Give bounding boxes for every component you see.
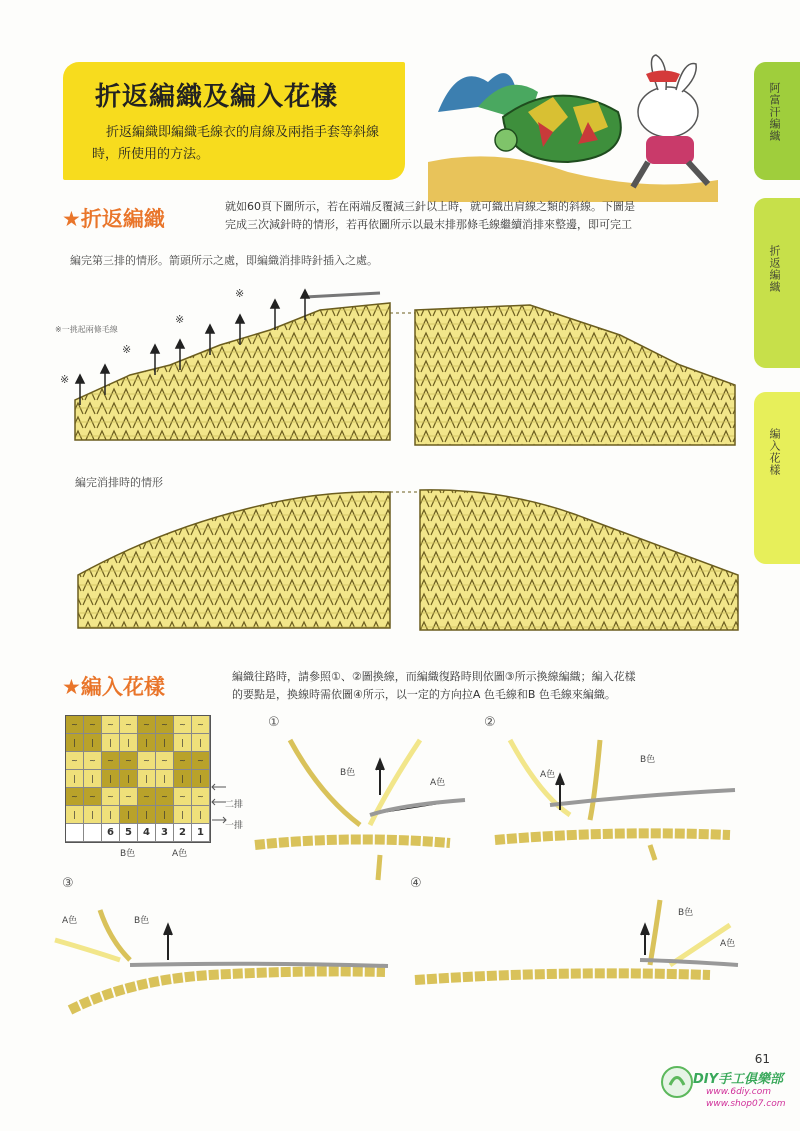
chart-b-color-label: B色 [120,849,136,859]
header-description: 折返編織即編織毛線衣的肩線及兩指手套等斜線時，所使用的方法。 [92,125,380,162]
chart-arrows [210,782,228,827]
tab-short-row-label: 折返編織 [768,245,781,293]
chart-col-5: 5 [120,824,138,842]
page-title: 折返編織及編入花樣 [95,82,339,112]
section-heading-short-row: ★折返編織 [62,207,165,231]
figure-3-diagram [50,900,390,1020]
logo-url-1: www.6diy.com [706,1087,772,1097]
caption-third-row: 編完第三排的情形。箭頭所示之處，即編織消排時針插入之處。 [70,254,378,267]
section2-text-line1: 編織往路時，請參照①、②圖換線，而編織復路時則依圖③所示換線編織；編入花樣 [232,670,636,683]
tab-afghan-label: 阿富汗編織 [768,82,781,142]
chart-col-2: 2 [174,824,192,842]
figure-4-diagram [410,895,740,1015]
tab-intarsia-label: 編入花樣 [768,428,781,476]
logo-text: DIY手工俱樂部 [693,1072,784,1087]
chart-col-3: 3 [156,824,174,842]
figure-3-label-a: A色 [62,916,78,926]
chart-col-1: 1 [192,824,210,842]
diy-logo-icon [660,1065,694,1099]
page-number: 61 [754,1052,770,1066]
chart-row1-label: 一排 [225,821,244,831]
figure-4-label-b: B色 [678,908,694,918]
section1-text-line1: 就如60頁下圖所示，若在兩端反覆減三針以上時，就可織出肩線之類的斜線。下圖是 [225,200,635,213]
figure-3-label-b: B色 [134,916,150,926]
short-row-fabric-diagram-1 [60,275,740,455]
figure-1-label-b: B色 [340,768,356,778]
figure-2-diagram [490,735,740,885]
figure-2-label-b: B色 [640,755,656,765]
figure-3-number: ③ [62,876,74,891]
figure-1-number: ① [268,715,280,730]
section1-text-line2: 完成三次減針時的情形，若再依圖所示以最末排那條毛線繼續消排來整邊，即可完工 [225,218,632,231]
tab-intarsia[interactable] [754,392,800,564]
svg-text:※: ※ [235,287,245,300]
chart-a-color-label: A色 [172,849,188,859]
figure-2-label-a: A色 [540,770,556,780]
logo-url-2: www.shop07.com [706,1099,786,1109]
colorwork-chart: ~ ~ ~ ~ ~ ~ ~ ~ | | | | | | | | ~ ~ ~ ~ ~ ~ ~ ~ | | | | | | | | ~ ~ ~ ~ ~ ~ ~ ~ | | | | | | | | 6 5 4 3 2 1 [65,715,211,843]
figure-2-number: ② [484,715,496,730]
figure-1-label-a: A色 [430,778,446,788]
figure-1-diagram [250,735,470,885]
svg-text:※: ※ [60,373,70,386]
svg-text:※: ※ [175,313,185,326]
short-row-fabric-diagram-2 [70,480,740,635]
svg-text:※: ※ [122,343,132,356]
section2-text-line2: 的要點是，換線時需依圖④所示，以一定的方向拉A 色毛線和B 色毛線來編織。 [232,688,616,701]
note-pick-two: ※一挑起兩條毛線 [55,325,118,334]
chart-row2-label: 二排 [225,800,244,810]
chart-col-4: 4 [138,824,156,842]
chart-col-6: 6 [102,824,120,842]
rabbit-turtle-illustration [418,52,736,202]
caption-after-bind-off: 編完消排時的情形 [75,476,163,489]
figure-4-label-a: A色 [720,939,736,949]
figure-4-number: ④ [410,876,422,891]
section-heading-intarsia: ★編入花樣 [62,675,165,699]
